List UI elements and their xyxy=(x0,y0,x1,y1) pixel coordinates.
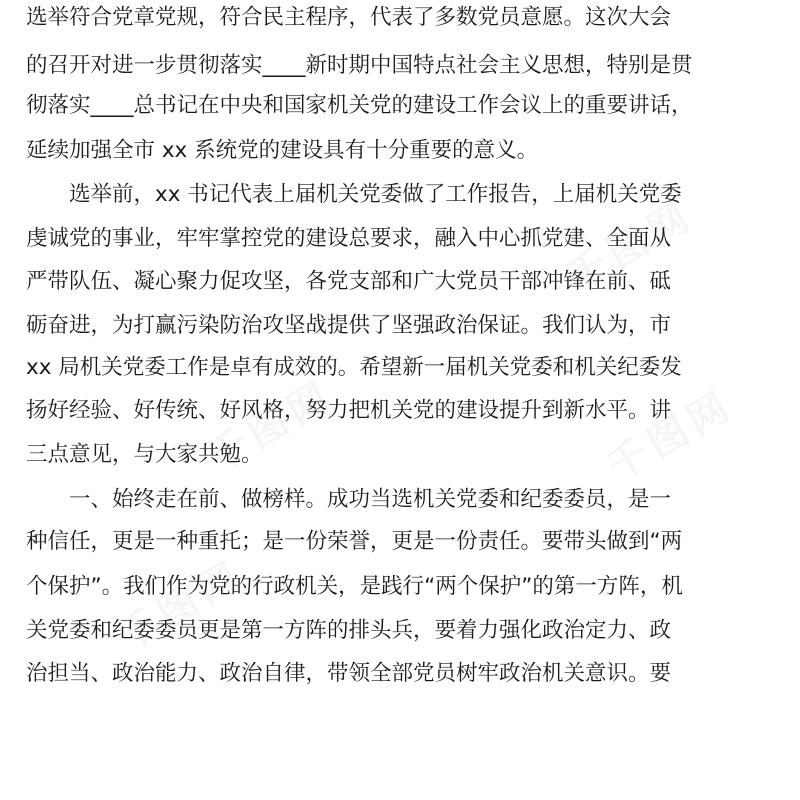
text-line: 选举前，xx 书记代表上届机关党委做了工作报告，上届机关党委 xyxy=(26,182,682,207)
text-line: 砺奋进，为打赢污染防治攻坚战提供了坚强政治保证。我们认为，市 xyxy=(26,313,672,338)
text-line: 选举符合党章党规，符合民主程序，代表了多数党员意愿。这次大会 xyxy=(26,5,672,30)
watermark: 千图网 xyxy=(109,552,253,661)
text-line: 延续加强全市 xx 系统党的建设具有十分重要的意义。 xyxy=(26,138,539,163)
text-line: 种信任，更是一种重托；是一份荣誉，更是一份责任。要带头做到“两 xyxy=(26,529,683,554)
text-line: xx 局机关党委工作是卓有成效的。希望新一届机关党委和机关纪委发 xyxy=(26,355,682,380)
text-line: 关党委和纪委委员更是第一方阵的排头兵，要着力强化政治定力、政 xyxy=(26,618,672,643)
text-line: 彻落实____总书记在中央和国家机关党的建设工作会议上的重要讲话， xyxy=(26,93,693,118)
text-line: 个保护”。我们作为党的行政机关，是践行“两个保护”的第一方阵，机 xyxy=(26,574,683,599)
text-line: 治担当、政治能力、政治自律，带领全部党员树牢政治机关意识。要 xyxy=(26,661,672,686)
text-line: 一、始终走在前、做榜样。成功当选机关党委和纪委委员，是一 xyxy=(26,487,672,512)
text-line: 严带队伍、凝心聚力促攻坚，各党支部和广大党员干部冲锋在前、砥 xyxy=(26,269,672,294)
watermark: 千图网 xyxy=(199,372,343,481)
text-line: 三点意见，与大家共勉。 xyxy=(26,442,263,467)
watermark: 千图网 xyxy=(559,192,703,301)
text-line: 扬好经验、好传统、好风格，努力把机关党的建设提升到新水平。讲 xyxy=(26,398,672,423)
text-line: 虔诚党的事业，牢牢掌控党的建设总要求，融入中心抓党建、全面从 xyxy=(26,226,672,251)
text-line: 的召开对进一步贯彻落实____新时期中国特点社会主义思想，特别是贯 xyxy=(26,53,693,78)
watermark: 千图网 xyxy=(599,382,743,491)
